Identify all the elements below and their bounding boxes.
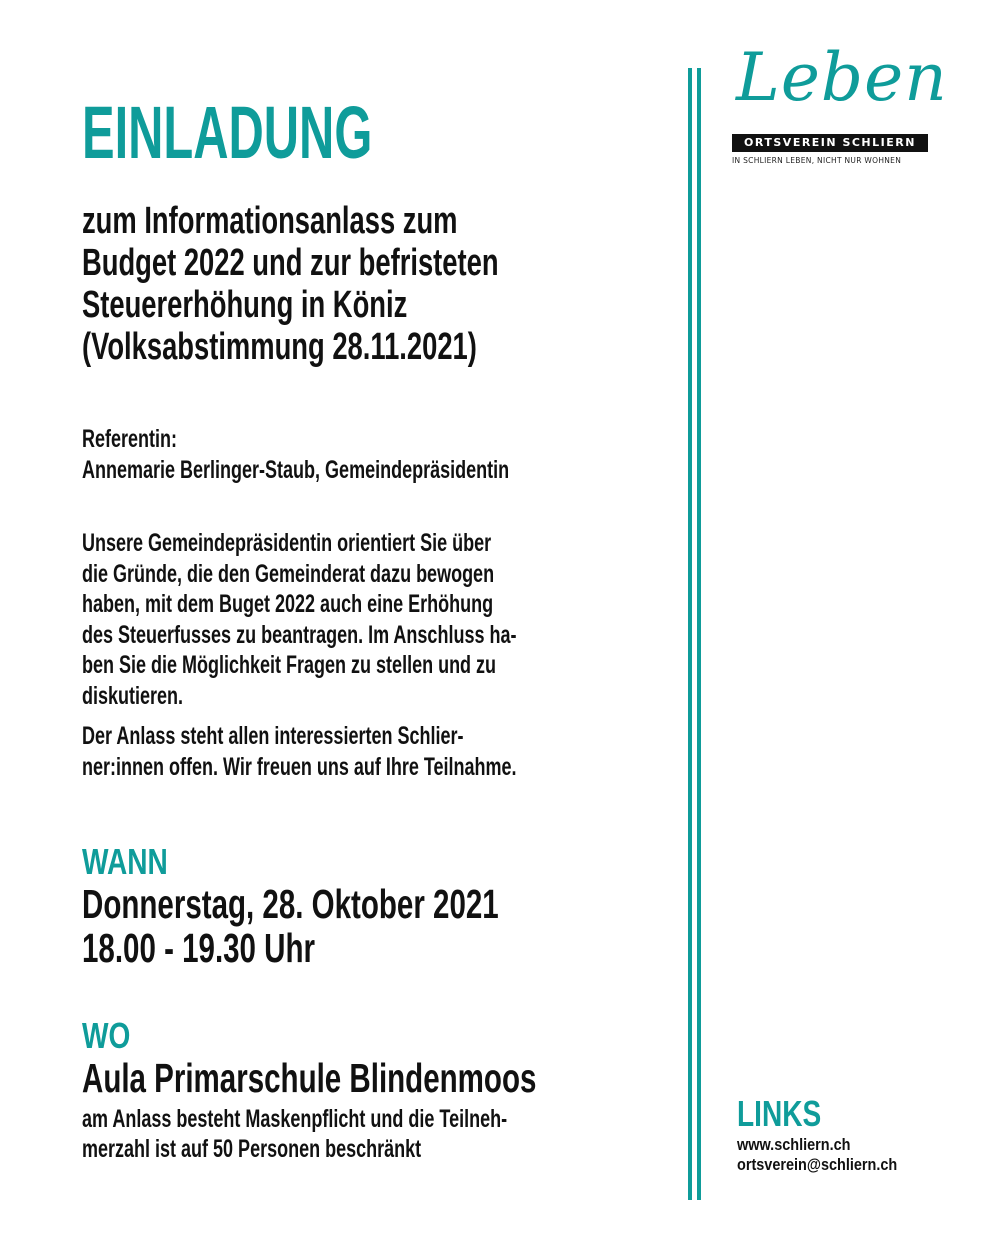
body-line: des Steuerfusses zu beantragen. Im Anschluss ha-: [82, 620, 517, 649]
body-line: Unsere Gemeindepräsidentin orientiert Sie über: [82, 529, 492, 557]
event-date: Donnerstag, 28. Oktober 2021: [82, 881, 499, 927]
website-link[interactable]: www.schliern.ch: [737, 1135, 851, 1154]
divider-line: [697, 68, 701, 1200]
body-line: ben Sie die Möglichkeit Fragen zu stellen und zu: [82, 651, 497, 679]
email-link[interactable]: ortsverein@schliern.ch: [737, 1155, 898, 1174]
referent-name: Annemarie Berlinger-Staub, Gemeindepräsidentin: [82, 456, 510, 484]
ortsverein-logo: [728, 38, 948, 172]
when-details: [82, 882, 661, 970]
body-line: diskutieren.: [82, 681, 184, 710]
body-line: Der Anlass steht allen interessierten Schlier-: [82, 722, 464, 750]
body-text: [82, 528, 686, 782]
event-location: Aula Primarschule Blindenmoos: [82, 1055, 537, 1101]
referent-block: [82, 424, 675, 486]
body-line: haben, mit dem Buget 2022 auch eine Erhöhung: [82, 590, 494, 618]
note-line: merzahl ist auf 50 Personen beschränkt: [82, 1135, 422, 1163]
divider-line: [688, 68, 692, 1200]
referent-label: Referentin:: [82, 425, 178, 453]
subtitle-line: (Volksabstimmung 28.11.2021): [82, 326, 477, 368]
body-line: ner:innen offen. Wir freuen uns auf Ihre Teilnahme.: [82, 752, 517, 781]
logo-script: Leben: [736, 39, 948, 116]
page-title: EINLADUNG: [82, 91, 373, 174]
links-heading: LINKS: [737, 1093, 822, 1134]
subtitle-line: zum Informationsanlass zum: [82, 200, 458, 242]
subtitle-line: Steuererhöhung in Köniz: [82, 284, 408, 326]
where-details: [82, 1056, 713, 1100]
when-heading: WANN: [82, 841, 168, 882]
where-heading: WO: [82, 1015, 131, 1056]
note-line: am Anlass besteht Maskenpflicht und die Teilneh-: [82, 1105, 508, 1133]
links-block: [737, 1135, 926, 1175]
paragraph-gap: [82, 711, 686, 721]
logo-bar: ORTSVEREIN SCHLIERN: [732, 134, 928, 152]
event-time: 18.00 - 19.30 Uhr: [82, 925, 316, 971]
subtitle: [82, 200, 661, 368]
body-line: die Gründe, die den Gemeinderat dazu bewogen: [82, 559, 495, 588]
logo-tagline: IN SCHLIERN LEBEN, NICHT NUR WOHNEN: [732, 156, 902, 165]
subtitle-line: Budget 2022 und zur befristeten: [82, 242, 499, 284]
location-note: [82, 1104, 672, 1164]
